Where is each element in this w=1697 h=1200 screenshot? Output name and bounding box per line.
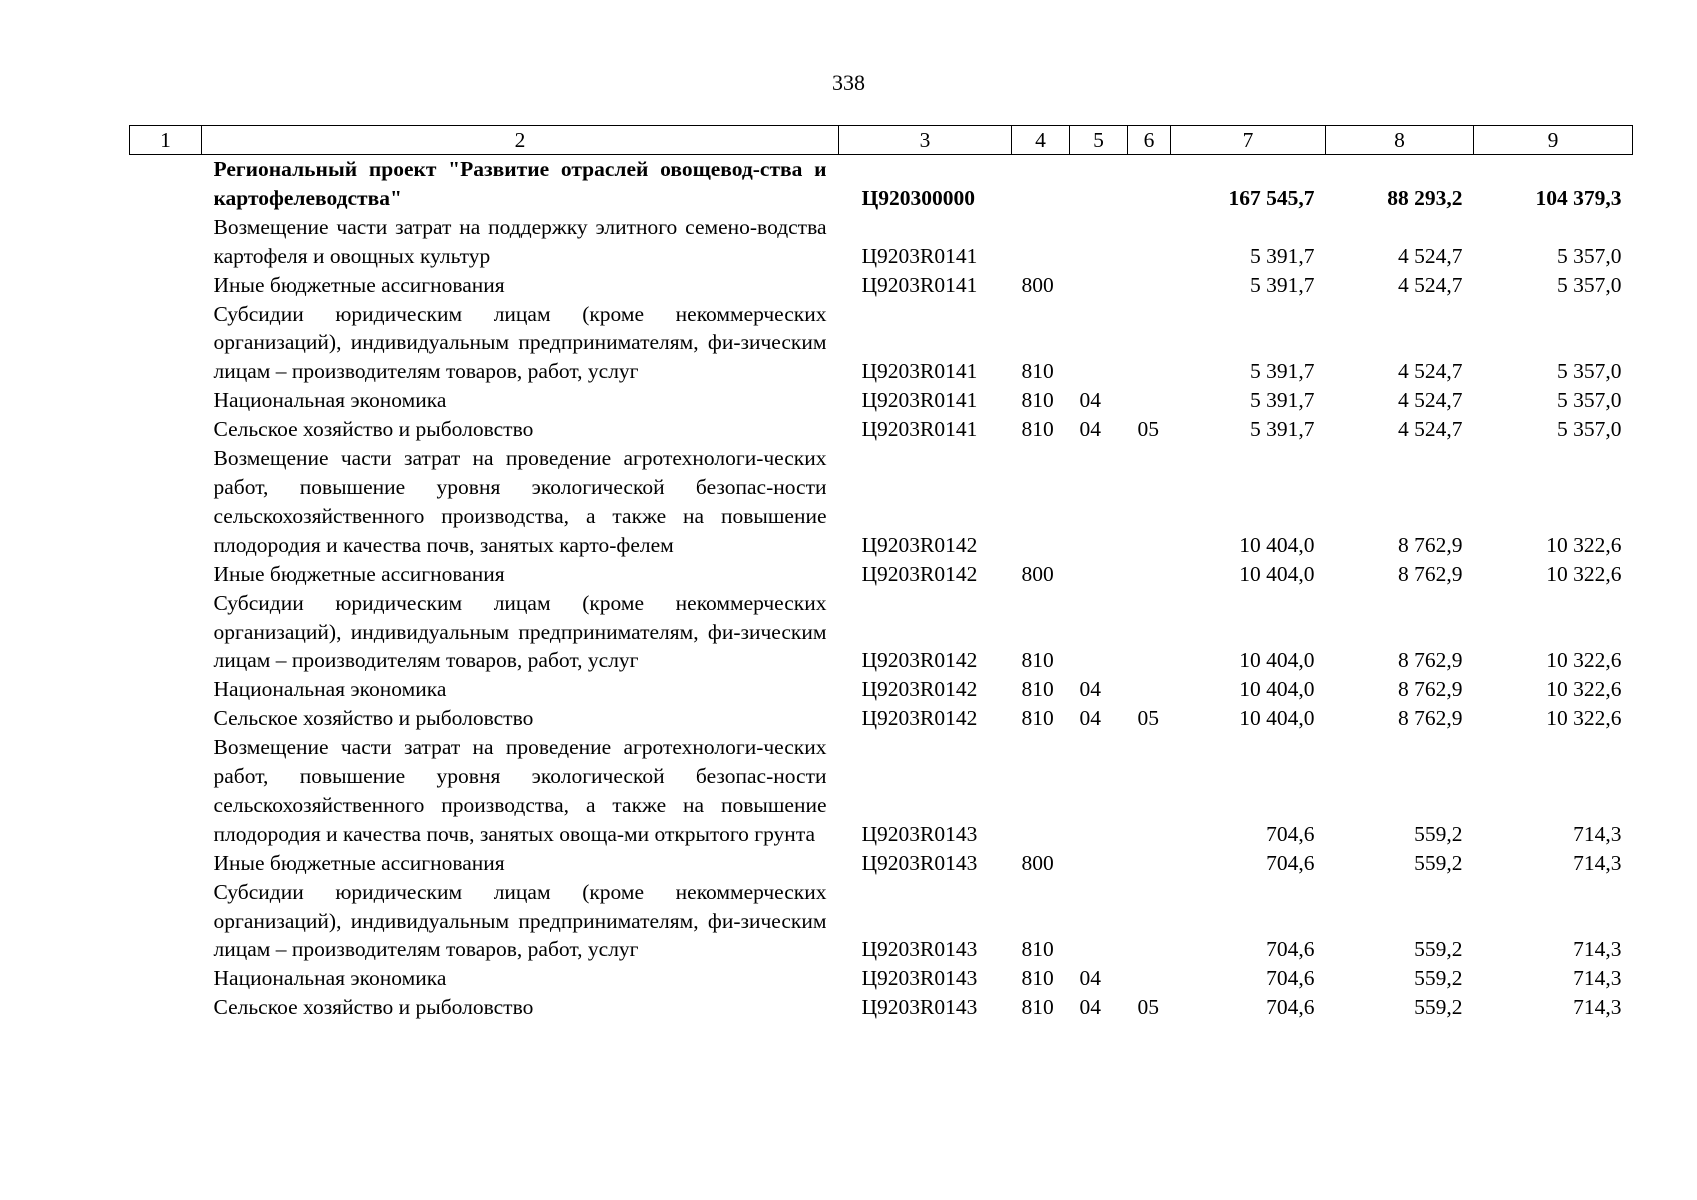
row-blank-cell: [130, 386, 202, 415]
row-amount-3-cell: 10 322,6: [1546, 561, 1622, 586]
row-amount-1-cell: 10 404,0: [1239, 677, 1315, 702]
row-expense-type-cell: [1012, 155, 1070, 213]
row-section-cell: 04: [1079, 706, 1101, 731]
row-subsection-cell: [1128, 964, 1171, 993]
row-name-cell: Возмещение части затрат на проведение агротехнологи-ческих работ, повышение уровня экологической безопас-ности сельскохозяйственного производства, а также на повышение плодородия и качества почв, занятых карто-фелем: [213, 446, 827, 557]
row-name-cell: Иные бюджетные ассигнования: [213, 850, 505, 875]
row-code-cell: Ц9203R0143: [861, 966, 978, 991]
row-amount-1-cell: 10 404,0: [1239, 648, 1315, 673]
column-number-header: 6: [1128, 126, 1171, 155]
row-amount-3-cell: 714,3: [1573, 821, 1622, 846]
row-amount-2-cell: 88 293,2: [1387, 185, 1463, 210]
row-expense-type-cell: 810: [1021, 937, 1054, 962]
row-expense-type-cell: 810: [1021, 359, 1054, 384]
row-expense-type-cell: 810: [1021, 677, 1054, 702]
row-amount-1-cell: 167 545,7: [1228, 185, 1315, 210]
row-blank-cell: [130, 155, 202, 213]
column-number-header: 4: [1012, 126, 1070, 155]
row-subsection-cell: 05: [1137, 995, 1159, 1020]
row-section-cell: [1070, 271, 1128, 300]
row-blank-cell: [130, 675, 202, 704]
column-number-header: 7: [1171, 126, 1326, 155]
row-amount-3-cell: 5 357,0: [1557, 272, 1622, 297]
row-amount-1-cell: 5 391,7: [1250, 359, 1315, 384]
row-amount-3-cell: 714,3: [1573, 966, 1622, 991]
row-amount-3-cell: 714,3: [1573, 850, 1622, 875]
row-amount-1-cell: 10 404,0: [1239, 532, 1315, 557]
row-blank-cell: [130, 415, 202, 444]
row-subsection-cell: [1128, 849, 1171, 878]
column-number-header-row: [130, 126, 1633, 155]
row-subsection-cell: 05: [1137, 706, 1159, 731]
column-number-header: 5: [1070, 126, 1128, 155]
row-name-cell: Национальная экономика: [213, 388, 447, 413]
row-expense-type-cell: [1012, 733, 1070, 849]
row-code-cell: Ц9203R0142: [861, 677, 978, 702]
row-blank-cell: [130, 733, 202, 849]
table-row: [130, 675, 1633, 704]
table-row: [130, 444, 1633, 560]
row-amount-3-cell: 5 357,0: [1557, 388, 1622, 413]
row-blank-cell: [130, 213, 202, 271]
row-amount-3-cell: 10 322,6: [1546, 532, 1622, 557]
row-subsection-cell: [1128, 733, 1171, 849]
row-name-cell: Сельское хозяйство и рыболовство: [213, 706, 534, 731]
row-amount-1-cell: 704,6: [1266, 937, 1315, 962]
row-blank-cell: [130, 589, 202, 676]
row-amount-2-cell: 8 762,9: [1398, 561, 1463, 586]
row-section-cell: [1070, 849, 1128, 878]
row-amount-3-cell: 104 379,3: [1535, 185, 1622, 210]
row-expense-type-cell: 810: [1021, 966, 1054, 991]
row-expense-type-cell: 810: [1021, 388, 1054, 413]
row-amount-2-cell: 8 762,9: [1398, 706, 1463, 731]
row-expense-type-cell: 800: [1021, 272, 1054, 297]
table-row: [130, 386, 1633, 415]
row-name-cell: Возмещение части затрат на проведение агротехнологи-ческих работ, повышение уровня экологической безопас-ности сельскохозяйственного производства, а также на повышение плодородия и качества почв, занятых овоща-ми открытого грунта: [213, 735, 827, 846]
row-expense-type-cell: 810: [1021, 648, 1054, 673]
table-row: [130, 300, 1633, 387]
column-number-header: 2: [202, 126, 839, 155]
row-subsection-cell: [1128, 878, 1171, 965]
row-amount-2-cell: 8 762,9: [1398, 677, 1463, 702]
row-amount-2-cell: 559,2: [1414, 995, 1463, 1020]
row-section-cell: 04: [1079, 388, 1101, 413]
row-amount-2-cell: 4 524,7: [1398, 272, 1463, 297]
row-expense-type-cell: 810: [1021, 706, 1054, 731]
table-row: [130, 878, 1633, 965]
row-code-cell: Ц9203R0141: [861, 243, 978, 268]
column-number-header: 3: [839, 126, 1012, 155]
row-section-cell: [1070, 733, 1128, 849]
row-subsection-cell: [1128, 213, 1171, 271]
budget-table: [129, 125, 1633, 1022]
row-amount-3-cell: 5 357,0: [1557, 417, 1622, 442]
row-code-cell: Ц9203R0141: [861, 388, 978, 413]
row-name-cell: Иные бюджетные ассигнования: [213, 561, 505, 586]
row-subsection-cell: [1128, 155, 1171, 213]
page-number: 338: [832, 70, 865, 95]
row-code-cell: Ц9203R0143: [861, 995, 978, 1020]
row-blank-cell: [130, 300, 202, 387]
row-code-cell: Ц9203R0143: [861, 821, 978, 846]
row-blank-cell: [130, 849, 202, 878]
table-row: [130, 589, 1633, 676]
table-row: [130, 964, 1633, 993]
row-code-cell: Ц9203R0142: [861, 561, 978, 586]
row-section-cell: [1070, 155, 1128, 213]
row-expense-type-cell: [1012, 213, 1070, 271]
row-amount-2-cell: 8 762,9: [1398, 532, 1463, 557]
row-amount-2-cell: 559,2: [1414, 821, 1463, 846]
row-section-cell: 04: [1079, 995, 1101, 1020]
row-code-cell: Ц9203R0142: [861, 648, 978, 673]
row-code-cell: Ц9203R0141: [861, 272, 978, 297]
row-section-cell: 04: [1079, 417, 1101, 442]
row-blank-cell: [130, 878, 202, 965]
row-code-cell: Ц9203R0141: [861, 359, 978, 384]
row-code-cell: Ц9203R0142: [861, 532, 978, 557]
row-amount-2-cell: 559,2: [1414, 850, 1463, 875]
row-expense-type-cell: [1012, 444, 1070, 560]
row-section-cell: [1070, 300, 1128, 387]
row-name-cell: Национальная экономика: [213, 677, 447, 702]
row-subsection-cell: [1128, 386, 1171, 415]
row-expense-type-cell: 800: [1021, 850, 1054, 875]
row-amount-3-cell: 5 357,0: [1557, 243, 1622, 268]
row-subsection-cell: [1128, 444, 1171, 560]
row-name-cell: Иные бюджетные ассигнования: [213, 272, 505, 297]
row-amount-3-cell: 714,3: [1573, 937, 1622, 962]
row-blank-cell: [130, 993, 202, 1022]
row-name-cell: Возмещение части затрат на поддержку элитного семено-водства картофеля и овощных культур: [213, 214, 827, 268]
row-amount-1-cell: 704,6: [1266, 821, 1315, 846]
row-name-cell: Сельское хозяйство и рыболовство: [213, 995, 534, 1020]
row-name-cell: Региональный проект "Развитие отраслей овощевод-ства и картофелеводства": [213, 157, 827, 210]
row-amount-1-cell: 10 404,0: [1239, 706, 1315, 731]
row-code-cell: Ц920300000: [861, 185, 975, 210]
row-amount-3-cell: 10 322,6: [1546, 648, 1622, 673]
row-section-cell: [1070, 213, 1128, 271]
row-subsection-cell: [1128, 300, 1171, 387]
row-subsection-cell: [1128, 560, 1171, 589]
table-row: [130, 213, 1633, 271]
row-amount-1-cell: 5 391,7: [1250, 388, 1315, 413]
row-code-cell: Ц9203R0142: [861, 706, 978, 731]
row-amount-2-cell: 4 524,7: [1398, 417, 1463, 442]
row-expense-type-cell: 810: [1021, 995, 1054, 1020]
table-row: [130, 704, 1633, 733]
row-code-cell: Ц9203R0143: [861, 937, 978, 962]
row-amount-1-cell: 5 391,7: [1250, 243, 1315, 268]
row-amount-1-cell: 704,6: [1266, 995, 1315, 1020]
row-code-cell: Ц9203R0141: [861, 417, 978, 442]
table-row: [130, 271, 1633, 300]
row-section-cell: [1070, 589, 1128, 676]
row-expense-type-cell: 810: [1021, 417, 1054, 442]
row-amount-3-cell: 5 357,0: [1557, 359, 1622, 384]
row-name-cell: Национальная экономика: [213, 966, 447, 991]
row-blank-cell: [130, 704, 202, 733]
row-name-cell: Субсидии юридическим лицам (кроме некоммерческих организаций), индивидуальным предпринимателям, фи-зическим лицам – производителям товаров, работ, услуг: [213, 301, 827, 384]
table-row: [130, 733, 1633, 849]
row-amount-2-cell: 4 524,7: [1398, 388, 1463, 413]
table-row: [130, 155, 1633, 213]
row-amount-2-cell: 4 524,7: [1398, 359, 1463, 384]
row-blank-cell: [130, 271, 202, 300]
row-section-cell: [1070, 878, 1128, 965]
table-row: [130, 849, 1633, 878]
row-subsection-cell: 05: [1137, 417, 1159, 442]
row-amount-1-cell: 5 391,7: [1250, 272, 1315, 297]
column-number-header: 9: [1474, 126, 1633, 155]
row-amount-2-cell: 4 524,7: [1398, 243, 1463, 268]
row-name-cell: Субсидии юридическим лицам (кроме некоммерческих организаций), индивидуальным предпринимателям, фи-зическим лицам – производителям товаров, работ, услуг: [213, 879, 827, 962]
row-subsection-cell: [1128, 675, 1171, 704]
row-amount-1-cell: 704,6: [1266, 966, 1315, 991]
row-amount-1-cell: 10 404,0: [1239, 561, 1315, 586]
row-amount-3-cell: 10 322,6: [1546, 706, 1622, 731]
column-number-header: 8: [1326, 126, 1474, 155]
row-expense-type-cell: 800: [1021, 561, 1054, 586]
row-code-cell: Ц9203R0143: [861, 850, 978, 875]
row-name-cell: Сельское хозяйство и рыболовство: [213, 417, 534, 442]
row-amount-2-cell: 559,2: [1414, 966, 1463, 991]
row-blank-cell: [130, 964, 202, 993]
row-amount-1-cell: 704,6: [1266, 850, 1315, 875]
row-section-cell: [1070, 444, 1128, 560]
row-amount-3-cell: 10 322,6: [1546, 677, 1622, 702]
row-amount-2-cell: 8 762,9: [1398, 648, 1463, 673]
row-section-cell: 04: [1079, 966, 1101, 991]
row-amount-2-cell: 559,2: [1414, 937, 1463, 962]
row-section-cell: [1070, 560, 1128, 589]
row-subsection-cell: [1128, 271, 1171, 300]
table-row: [130, 415, 1633, 444]
table-row: [130, 560, 1633, 589]
column-number-header: 1: [130, 126, 202, 155]
row-blank-cell: [130, 444, 202, 560]
row-section-cell: 04: [1079, 677, 1101, 702]
row-amount-3-cell: 714,3: [1573, 995, 1622, 1020]
row-name-cell: Субсидии юридическим лицам (кроме некоммерческих организаций), индивидуальным предпринимателям, фи-зическим лицам – производителям товаров, работ, услуг: [213, 590, 827, 673]
row-blank-cell: [130, 560, 202, 589]
table-row: [130, 993, 1633, 1022]
row-amount-1-cell: 5 391,7: [1250, 417, 1315, 442]
row-subsection-cell: [1128, 589, 1171, 676]
